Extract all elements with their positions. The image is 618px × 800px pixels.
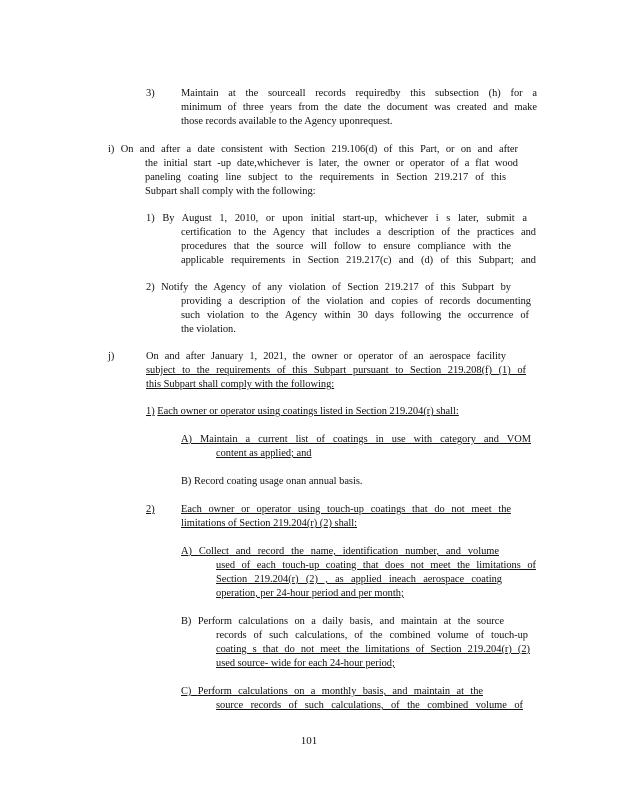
page-number: 101 — [300, 735, 318, 747]
paragraph-line: this Subpart shall comply with the following: — [146, 379, 335, 390]
paragraph-line: content as applied; and — [216, 448, 312, 459]
paragraph-i — [108, 143, 518, 199]
paragraph-line: the violation. — [181, 324, 236, 335]
paragraph-line: providing a description of the violation and copies of records documenting — [181, 296, 531, 307]
paragraph-line: records of such calculations, of the combined volume of touch-up — [216, 630, 528, 641]
paragraph-line: source records of such calculations, of the combined volume of — [216, 700, 523, 711]
paragraph-j2 — [181, 503, 521, 531]
item-number-j1A: A) — [181, 434, 192, 445]
paragraph-line — [181, 685, 483, 699]
item-number-h3: 3) — [146, 88, 155, 99]
paragraph-line: certification to the Agency that includes a description of the practices and — [181, 227, 536, 238]
paragraph-line: Subpart shall comply with the following: — [145, 186, 316, 197]
paragraph-line-text: Collect and record the name, identification number, and volume — [198, 546, 499, 557]
paragraph-line: applicable requirements in Section 219.217(c) and (d) of this Subpart; and — [181, 255, 536, 266]
item-number-j: j) — [108, 351, 115, 362]
item-number-j1B: B) — [181, 476, 192, 487]
paragraph-line: Section 219.204(r) (2) , as applied ineach aerospace coating — [216, 574, 502, 585]
paragraph-line — [181, 433, 531, 447]
paragraph-line: operation, per 24-hour period and per month; — [216, 588, 404, 599]
paragraph-i2 — [146, 281, 536, 337]
paragraph-line: Each owner or operator using touch-up coatings that do not meet the — [181, 504, 511, 515]
item-number-j2C: C) — [181, 686, 192, 697]
paragraph-i1 — [146, 212, 536, 268]
item-number-j2: 2) — [146, 504, 155, 515]
paragraph-line: used of each touch-up coating that does not meet the limitations of — [216, 560, 536, 571]
paragraph-j1A — [181, 433, 531, 461]
paragraph-line: coating s that do not meet the limitations of Section 219.204(r) (2) — [216, 644, 530, 655]
paragraph-h3 — [181, 87, 537, 129]
paragraph-j — [146, 350, 536, 392]
paragraph-j2A — [181, 545, 541, 601]
paragraph-line: Maintain at the sourceall records requiredby this subsection (h) for a — [181, 88, 537, 99]
item-number-j2A: A) — [181, 546, 192, 557]
paragraph-line: minimum of three years from the date the document was created and make — [181, 102, 537, 113]
paragraph-line — [181, 615, 504, 629]
item-number-j2B: B) — [181, 616, 192, 627]
paragraph-line-text: Perform calculations on a monthly basis, and maintain at the — [197, 686, 483, 697]
paragraph-line: used source- wide for each 24-hour period; — [216, 658, 395, 669]
paragraph-line: paneling coating line subject to the requirements in Section 219.217 of this — [145, 172, 506, 183]
paragraph-line: Record coating usage onan annual basis. — [194, 476, 363, 487]
paragraph-j2C — [181, 685, 541, 713]
paragraph-line-text: Maintain a current list of coatings in use with category and VOM — [200, 434, 531, 445]
paragraph-line: On and after January 1, 2021, the owner or operator of an aerospace facility — [146, 351, 506, 362]
paragraph-j1 — [146, 405, 536, 419]
item-number-j1: 1) — [146, 406, 155, 417]
paragraph-line — [181, 545, 499, 559]
paragraph-line: the initial start -up date,whichever is later, the owner or operator of a flat wood — [145, 158, 518, 169]
paragraph-line: Each owner or operator using coatings listed in Section 219.204(r) shall: — [157, 406, 459, 417]
paragraph-line: subject to the requirements of this Subpart pursuant to Section 219.208(f) (1) of — [146, 365, 526, 376]
paragraph-line: limitations of Section 219.204(r) (2) shall: — [181, 518, 358, 529]
paragraph-line: i) On and after a date consistent with Section 219.106(d) of this Part, or on and after — [108, 144, 518, 155]
paragraph-j1B — [181, 475, 531, 489]
paragraph-line: such violation to the Agency within 30 days following the occurrence of — [181, 310, 529, 321]
paragraph-line: 2) Notify the Agency of any violation of Section 219.217 of this Subpart by — [146, 282, 511, 293]
paragraph-line: procedures that the source will follow to ensure compliance with the — [181, 241, 511, 252]
paragraph-j2B — [181, 615, 541, 671]
paragraph-line: 1) By August 1, 2010, or upon initial start-up, whichever i s later, submit a — [146, 213, 527, 224]
paragraph-line-text: Perform calculations on a daily basis, and maintain at the source — [197, 616, 504, 627]
paragraph-line: those records available to the Agency uponrequest. — [181, 116, 393, 127]
